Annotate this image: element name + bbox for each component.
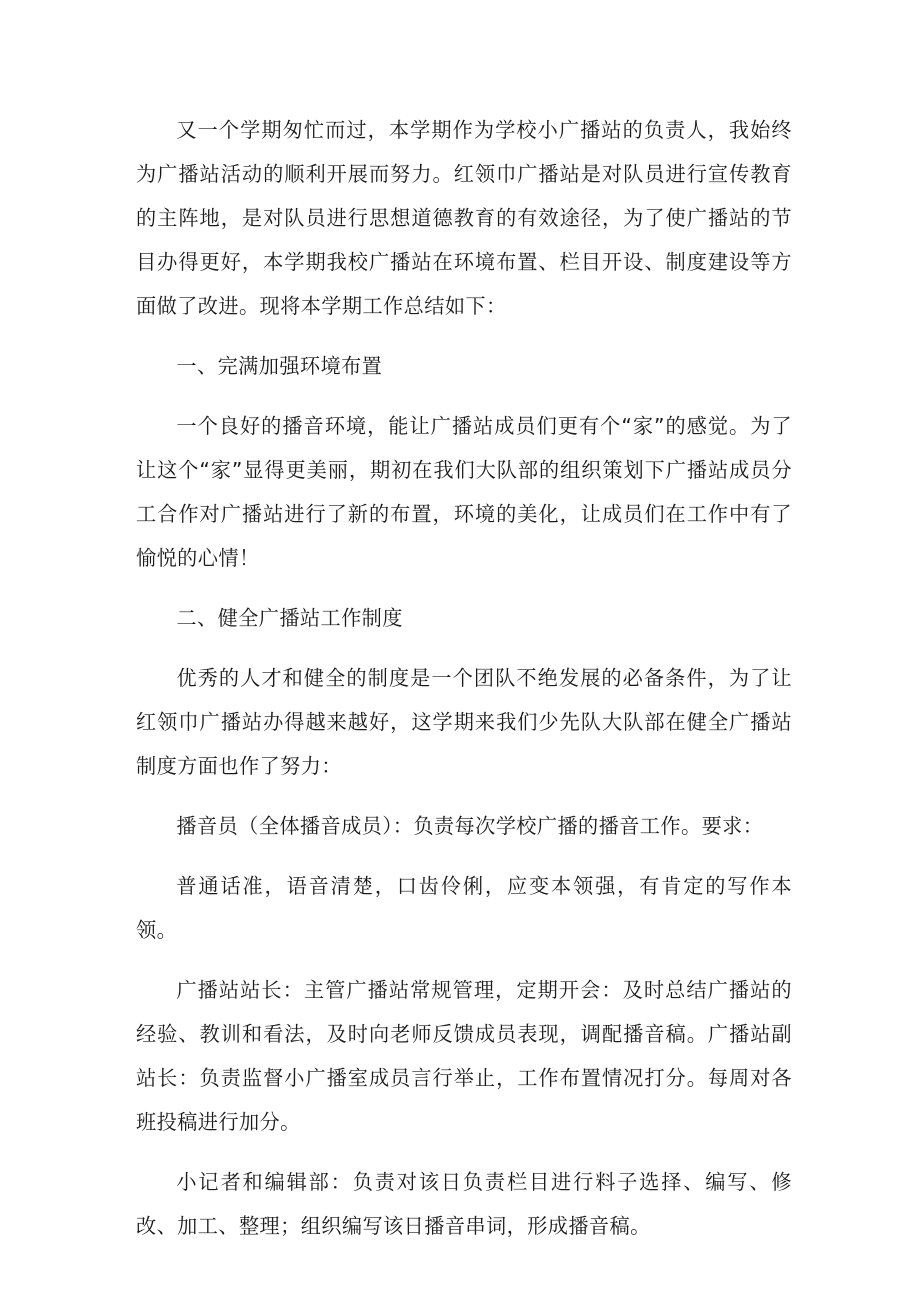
section-heading-system: 二、健全广播站工作制度: [176, 606, 403, 630]
document-body: [136, 108, 792, 1248]
section-heading-environment: 一、完满加强环境布置: [176, 354, 383, 378]
announcer-requirements-paragraph: 普通话准，语音清楚，口齿伶俐，应变本领强，有肯定的写作本领。: [136, 874, 792, 942]
intro-paragraph: 又一个学期匆忙而过，本学期作为学校小广播站的负责人，我始终为广播站活动的顺利开展而努力。红领巾广播站是对队员进行宣传教育的主阵地，是对队员进行思想道德教育的有效途径，为了使广播站的节目办得更好，本学期我校广播站在环境布置、栏目开设、制度建设等方面做了改进。现将本学期工作总结如下：: [136, 118, 792, 318]
reporters-editors-paragraph: 小记者和编辑部：负责对该日负责栏目进行料子选择、编写、修改、加工、整理；组织编写该日播音串词，形成播音稿。: [136, 1170, 792, 1238]
system-paragraph: 优秀的人才和健全的制度是一个团队不绝发展的必备条件，为了让红领巾广播站办得越来越好，这学期来我们少先队大队部在健全广播站制度方面也作了努力：: [136, 666, 792, 778]
announcer-paragraph: 播音员（全体播音成员）：负责每次学校广播的播音工作。要求：: [176, 814, 764, 838]
station-chief-paragraph: 广播站站长：主管广播站常规管理，定期开会：及时总结广播站的经验、教训和看法，及时向老师反馈成员表现，调配播音稿。广播站副站长：负责监督小广播室成员言行举止，工作布置情况打分。每周对各班投稿进行加分。: [136, 978, 792, 1134]
environment-paragraph: 一个良好的播音环境，能让广播站成员们更有个“家”的感觉。为了让这个“家”显得更美丽，期初在我们大队部的组织策划下广播站成员分工合作对广播站进行了新的布置，环境的美化，让成员们在工作中有了愉悦的心情！: [136, 414, 792, 570]
